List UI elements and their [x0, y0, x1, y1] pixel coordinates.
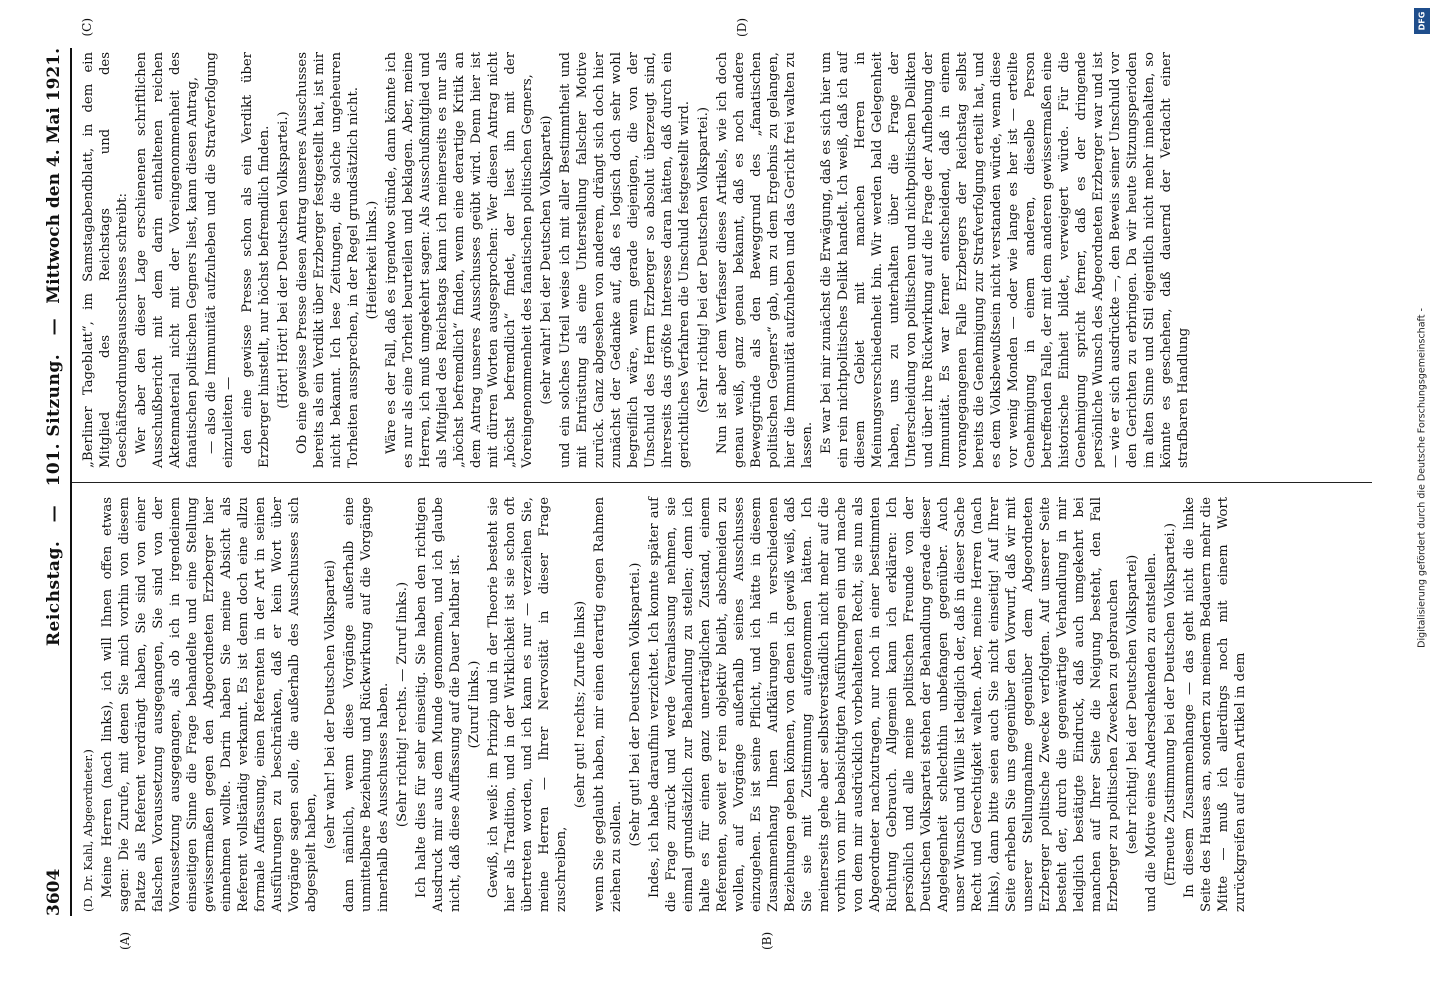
margin-letter-d: (D) — [735, 18, 749, 37]
paragraph: und die Motive eines Andersdenkenden zu entstellen. — [1144, 552, 1159, 912]
paragraph: Wäre es der Fall, daß es irgendwo stünde, dann könnte ich es nur als eine Torheit beurteilen und beklagen. Aber, meine Herren, ich muß umgekehrt sagen: Als Ausschußmitglied und als Mitglied des Reichstags kann ich meinerseits es nur als „höchst befremdlich“ finden, wenn eine derartige Kritik an dem Antrag unseres Ausschusses geübt wird. Denn hier ist mit dürren Worten ausgesprochen: Wer diesen Antrag nicht „höchst befremdlich“ findet, der liest ihn mit der Voreingenommenheit des fanatischen politischen Gegners, — [384, 52, 535, 468]
interjection: (sehr wahr! bei der Deutschen Volkspartei) — [323, 559, 338, 850]
right-column — [72, 48, 1372, 482]
paragraph: Meine Herren (nach links), ich will Ihnen offen etwas sagen: Die Zurufe, mit denen Sie mich vorhin von diesem Platze als Referent verdrängt haben, Sie sind von einer falschen Voraussetzung ausgegangen, Sie sind von der Voraussetzung ausgegangen, als ob ich in irgendeinem einseitigen Sinne die Frage behandelte und eine Stellung gewissermaßen gegen den Abgeordneten Erzberger hier einnehmen wollte. Darin haben Sie meine Absicht als Referent vollständig verkannt. Es ist denn doch eine allzu formale Auffassung, einen Referenten in der Art in seinen Ausführungen zu beschränken, daß er kein Wort über Vorgänge sagen solle, die außerhalb des Ausschusses sich abgespielt haben, — [100, 497, 319, 912]
interjection: (Sehr gut! bei der Deutschen Volkspartei.) — [628, 562, 643, 847]
quotation: Wer aber den dieser Lage erschienenen schriftlichen Ausschußbericht mit dem darin enthaltenen reichen Aktenmaterial nicht mit der Voreingenommenheit des fanatischen politischen Gegners liest, kann diesen Antrag, — [134, 52, 200, 468]
paragraph: Nun ist aber dem Verfasser dieses Artikels, wie ich doch genau weiß, ganz genau bekannt, daß es noch andere Beweggründe als den Beweggrund des „fanatischen politischen Gegners“ gab, um zu dem Ergebnis zu gelangen, hier die Immunität aufzuheben und das Gericht frei walten zu lassen. — [715, 52, 815, 468]
interjection: (Hört! Hört! bei der Deutschen Volkspartei.) — [276, 111, 291, 409]
interjection: (Heiterkeit links.) — [365, 200, 380, 320]
digitization-credit — [1412, 8, 1432, 988]
margin-letter-b: (B) — [760, 931, 774, 950]
paragraph: Es war bei mir zunächst die Erwägung, daß es sich hier um ein rein nichtpolitisches Delikt handelt. Ich weiß, daß ich auf diesem Gebiet mit manchen Herren in Meinungsverschiedenheit bin. Wir werden bald Gelegenheit haben, uns zu unterhalten über die Frage der Unterscheidung von politischen und nichtpolitischen Delikten und über ihre Rückwirkung auf die Frage der Aufhebung der Immunität. Es war ferner entscheidend, daß in einem vorangegangenen Falle Erzbergers der Reichstag selbst bereits die Genehmigung zur Strafverfolgung erteilt hat, und es dem Volksbewußtsein nicht verstanden würde, wenn diese vor wenig Monden — oder wie lange es her ist — erteilte Genehmigung in einem anderen, dieselbe Person betreffenden Falle, der mit dem anderen gewissermaßen eine historische Einheit bildet, verweigert würde. Für die Genehmigung spricht ferner, daß es der dringende persönliche Wunsch des Abgeordneten Erzberger war und ist — wie er sich ausdrückte —, den Beweis seiner Unschuld vor den Gerichten zu erbringen. Da wir heute Sitzungsperioden im alten Sinne und Stil eigentlich nicht mehr innehalten, so könnte es geschehen, daß dauernd der Verdacht einer strafbaren Handlung — [819, 52, 1191, 468]
paragraph: wenn Sie geglaubt haben, mir einen derartig engen Rahmen ziehen zu sollen. — [592, 497, 624, 912]
interjection: (sehr wahr! bei der Deutschen Volkspartei) — [539, 115, 554, 405]
text-columns — [72, 48, 1372, 916]
paragraph: Gewiß, ich weiß: im Prinzip und in der Theorie besteht sie hier als Tradition, und in der Wirklichkeit ist sie schon oft übertreten worden, und ich kann es nur — verzeihen Sie, meine Herren — Ihrer Nervosität in dieser Frage zuschreiben, — [486, 497, 569, 912]
page-header — [40, 48, 72, 916]
paragraph: „Berliner Tageblatt“, im Samstagabendblatt, in dem ein Mitglied des Reichstags und des Geschäftsordnungsausschusses schreibt: — [81, 52, 130, 468]
session-number: 101. Sitzung. — [44, 353, 64, 487]
paragraph: Ob eine gewisse Presse diesen Antrag unseres Ausschusses bereits als ein Verdikt über Erzberger festgestellt hat, ist mir nicht bekannt. Ich lese Zeitungen, die solche ungeheuren Torheiten aussprechen, in der Regel grundsätzlich nicht. — [295, 52, 361, 468]
interjection: (Sehr richtig! rechts. — Zuruf links.) — [395, 581, 410, 828]
quotation: den eine gewisse Presse schon als ein Verdikt über Erzberger hinstellt, nur höchst befremdlich finden. — [240, 52, 272, 468]
session-date: Mittwoch den 4. Mai 1921. — [44, 48, 64, 304]
paragraph: und ein solches Urteil weise ich mit aller Bestimmtheit und mit Entrüstung als eine Unterstellung falscher Motive zurück. Ganz abgesehen von anderem, drängt sich doch hier zunächst der Gedanke auf, daß es logisch doch sehr wohl begreiflich wäre, wenn gerade diejenigen, die von der Unschuld des Herrn Erzberger so absolut überzeugt sind, ihrerseits das größte Interesse daran hätten, daß durch ein gerichtliches Verfahren die Unschuld festgestellt wird. — [558, 52, 692, 468]
interjection: (Zuruf links.) — [467, 660, 482, 749]
left-column — [72, 482, 1372, 916]
dash: — — [44, 504, 64, 523]
page-number: 3604 — [44, 868, 64, 916]
interjection: (sehr gut! rechts; Zurufe links) — [573, 600, 588, 809]
paragraph: dann nämlich, wenn diese Vorgänge außerhalb eine unmittelbare Beziehung und Rückwirkung auf die Vorgänge innerhalb des Ausschusses haben. — [342, 497, 391, 912]
interjection: (Erneute Zustimmung bei der Deutschen Volkspartei.) — [1163, 523, 1178, 886]
margin-letter-a: (A) — [118, 931, 132, 950]
paragraph: Ich halte dies für sehr einseitig. Sie haben den richtigen Ausdruck mir aus dem Munde genommen, und ich glaube nicht, daß diese Auffassung auf die Dauer haltbar ist. — [414, 497, 463, 912]
margin-letter-c: (C) — [80, 18, 94, 37]
interjection: (Sehr richtig! bei der Deutschen Volkspartei.) — [696, 106, 711, 414]
paragraph: — also die Immunität aufzuheben und die Strafverfolgung einzuleiten — — [204, 52, 236, 468]
credit-text: Digitalisierung gefördert durch die Deutsche Forschungsgemeinschaft - — [1416, 308, 1428, 648]
body-name: Reichstag. — [44, 540, 64, 647]
dfg-logo: DFG — [1414, 8, 1430, 34]
speaker-continuation: (D. Dr. Kahl, Abgeordneter.) — [81, 749, 95, 912]
paragraph: Indes, ich habe daraufhin verzichtet. Ich konnte später auf die Frage zurück und werde Veranlassung nehmen, sie einmal grundsätzlich zur Behandlung zu stellen; denn ich halte es für einen ganz unerträglichen Zustand, einem Referenten, soweit er rein objektiv bleibt, abschneiden zu wollen, auf Vorgänge außerhalb seines Ausschusses einzugehen. Es ist seine Pflicht, und ich hätte in diesem Zusammenhang Ihnen Aufklärungen in verschiedenen Beziehungen geben können, von denen ich gewiß weiß, daß Sie sie mit Zustimmung aufgenommen hätten. Ich meinerseits gehe aber selbstverständlich nicht mehr auf die vorhin von mir beabsichtigten Ausführungen ein und mache von dem mir ausdrücklich vorbehaltenen Recht, sie nun als Abgeordneter nachzutragen, nur noch in einer bestimmten Richtung Gebrauch. Allgemein kann ich erklären: Ich persönlich und alle meine politischen Freunde von der Deutschen Volkspartei stehen der Behandlung gerade dieser Angelegenheit schlechthin unbefangen gegenüber. Auch unser Wunsch und Wille ist lediglich der, daß in dieser Sache Recht und Gerechtigkeit walten. Aber, meine Herren (nach links), dann bitte seien auch Sie nicht einseitig! Auf Ihrer Seite erheben Sie uns gegenüber den Vorwurf, daß wir mit unserer Stellungnahme gegenüber dem Abgeordneten Erzberger politische Zwecke verfolgten. Auf unserer Seite besteht der, durch die gegenwärtige Verhandlung in mir lediglich bestätigte Eindruck, daß auch umgekehrt bei manchen auf Ihrer Seite die Neigung besteht, den Fall Erzberger zu politischen Zwecken zu gebrauchen — [647, 497, 1121, 912]
dash: — — [44, 317, 64, 336]
paragraph: In diesem Zusammenhange — das geht nicht die linke Seite des Hauses an, sondern zu meinem Bedauern mehr die Mitte — muß ich allerdings noch mit einem Wort zurückgreifen auf einen Artikel in dem — [1182, 497, 1248, 912]
interjection: (sehr richtig! bei der Deutschen Volkspartei) — [1125, 554, 1140, 855]
